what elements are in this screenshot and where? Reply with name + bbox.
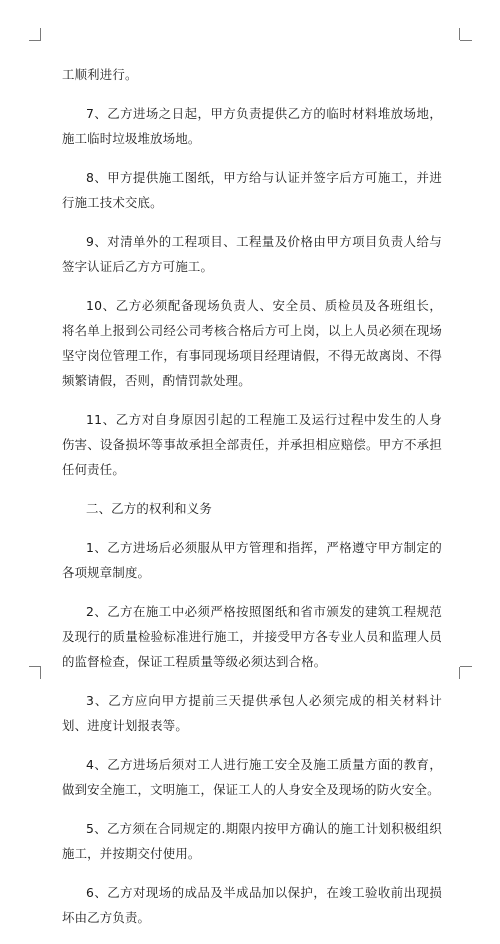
crop-mark-top-right-vertical [459,28,460,40]
crop-mark-bottom-right-vertical [459,667,460,679]
section-heading-party-b-rights: 二、乙方的权利和义务 [86,501,212,516]
paragraph-clause-10: 10、乙方必须配备现场负责人、安全员、质检员及各班组长，将名单上报到公司经公司考核合格后方可上岗，以上人员必须在现场坚守岗位管理工作，有事同现场项目经理请假，不得无故离岗、不得频繁请假，否则，酌情罚款处理。 [62,298,442,388]
document-page [62,62,442,944]
crop-mark-bottom-right-horizontal [460,666,472,667]
paragraph-b-clause-5: 5、乙方须在合同规定的.期限内按甲方确认的施工计划积极组织施工，并按期交付使用。 [62,821,442,861]
crop-mark-bottom-left-horizontal [29,666,41,667]
crop-mark-top-right-horizontal [460,40,472,41]
paragraph-continuation: 工顺利进行。 [62,67,138,82]
paragraph-b-clause-6: 6、乙方对现场的成品及半成品加以保护，在竣工验收前出现损坏由乙方负责。 [62,885,442,925]
paragraph-clause-7: 7、乙方进场之日起，甲方负责提供乙方的临时材料堆放场地，施工临时垃圾堆放场地。 [62,106,442,146]
crop-mark-bottom-left-vertical [40,667,41,679]
paragraph-b-clause-2: 2、乙方在施工中必须严格按照图纸和省市颁发的建筑工程规范及现行的质量检验标准进行施工，并接受甲方各专业人员和监理人员的监督检查，保证工程质量等级必须达到合格。 [62,604,442,669]
paragraph-clause-8: 8、甲方提供施工图纸，甲方给与认证并签字后方可施工，并进行施工技术交底。 [62,170,442,210]
paragraph-clause-11: 11、乙方对自身原因引起的工程施工及运行过程中发生的人身伤害、设备损坏等事故承担全部责任，并承担相应赔偿。甲方不承担任何责任。 [62,412,442,477]
crop-mark-top-left-horizontal [29,40,41,41]
paragraph-clause-9: 9、对清单外的工程项目、工程量及价格由甲方项目负责人给与签字认证后乙方方可施工。 [62,234,442,274]
paragraph-b-clause-4: 4、乙方进场后须对工人进行施工安全及施工质量方面的教育，做到安全施工，文明施工，保证工人的人身安全及现场的防火安全。 [62,757,442,797]
paragraph-b-clause-3: 3、乙方应向甲方提前三天提供承包人必须完成的相关材料计划、进度计划报表等。 [62,693,442,733]
paragraph-b-clause-1: 1、乙方进场后必须服从甲方管理和指挥，严格遵守甲方制定的各项规章制度。 [62,540,442,580]
crop-mark-top-left-vertical [40,28,41,40]
